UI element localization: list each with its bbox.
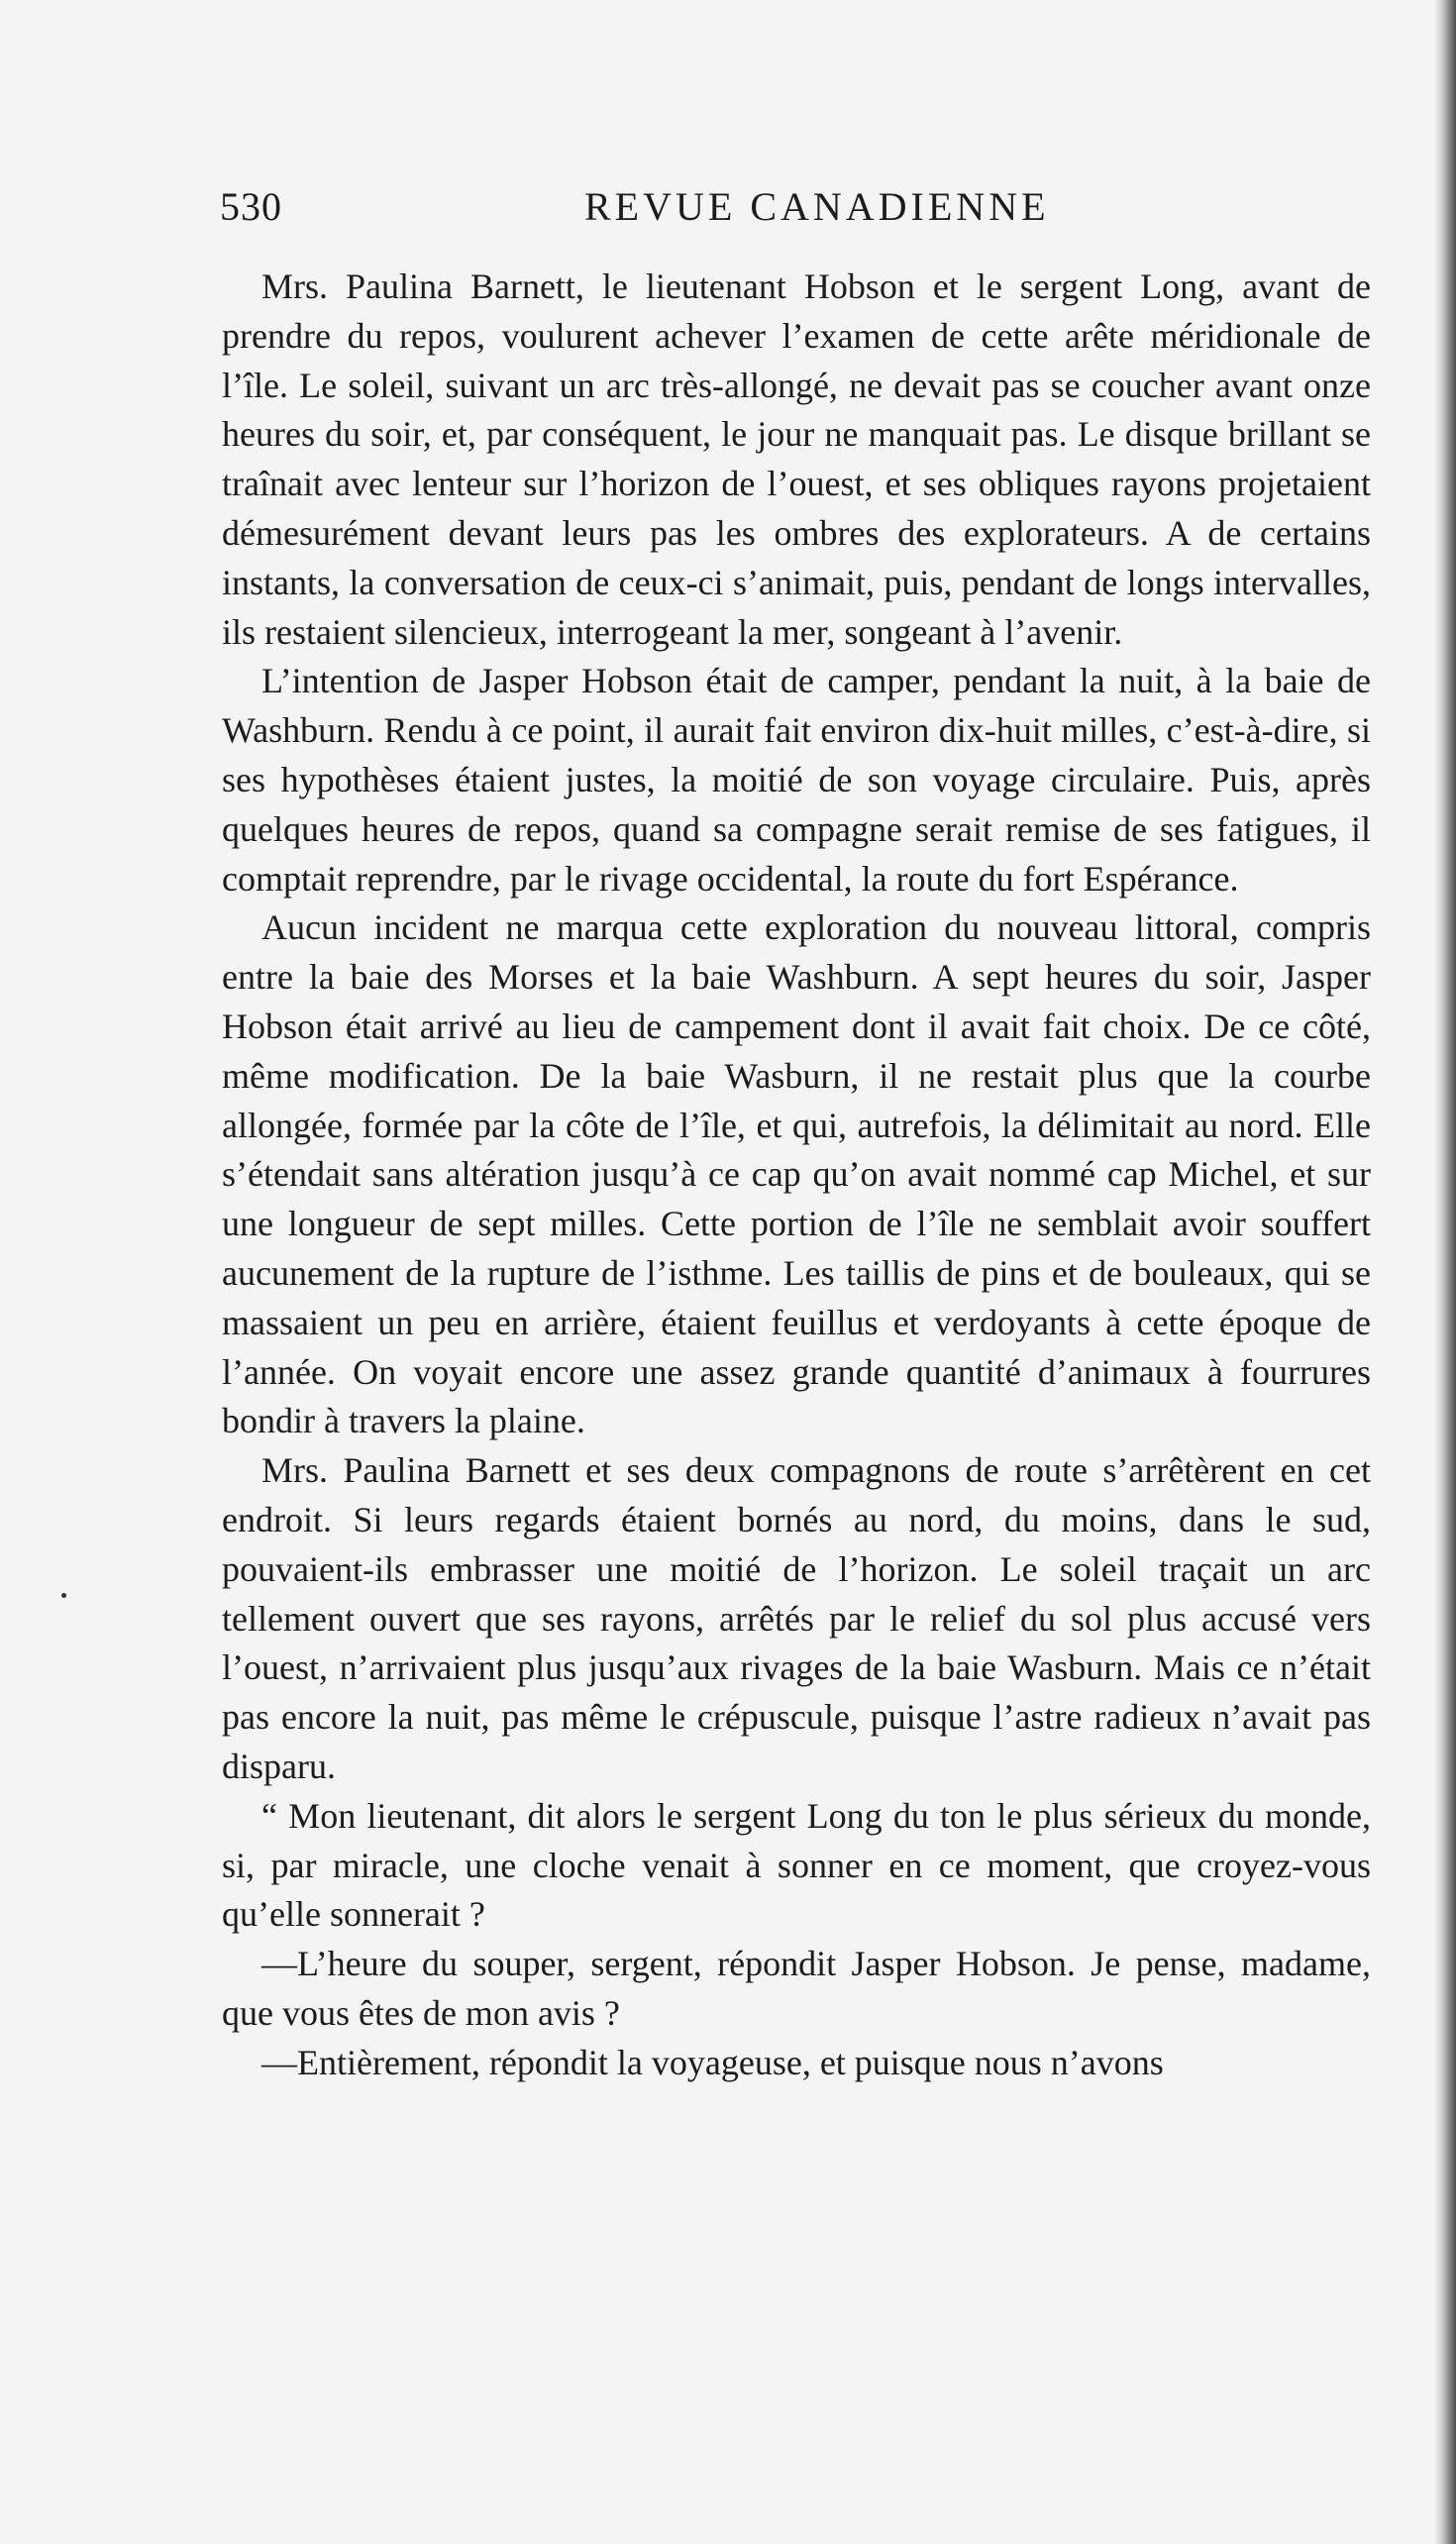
body-text [222, 263, 1371, 2087]
margin-speck [61, 1593, 66, 1598]
binding-edge-shadow [1434, 0, 1456, 2544]
paragraph: Mrs. Paulina Barnett, le lieutenant Hobson et le sergent Long, avant de prendre du repos, voulurent achever l’examen de cette arête méridionale de l’île. Le soleil, suivant un arc très-allongé, ne devait pas se coucher avant onze heures du soir, et, par conséquent, le jour ne manquait pas. Le disque brillant se traînait avec lenteur sur l’horizon de l’ouest, et ses obliques rayons projetaient démesurément devant leurs pas les ombres des explorateurs. A de certains instants, la conversation de ceux-ci s’animait, puis, pendant de longs intervalles, ils restaient silencieux, interrogeant la mer, songeant à l’avenir. [222, 266, 1371, 652]
page-number: 530 [220, 184, 282, 229]
paragraph: Aucun incident ne marqua cette exploration du nouveau littoral, compris entre la baie des Morses et la baie Washburn. A sept heures du soir, Jasper Hobson était arrivé au lieu de campement dont il avait fait choix. De ce côté, même modification. De la baie Wasburn, il ne restait plus que la courbe allongée, formée par la côte de l’île, et qui, autrefois, la délimitait au nord. Elle s’étendait sans altération jusqu’à ce cap qu’on avait nommé cap Michel, et sur une longueur de sept milles. Cette portion de l’île ne semblait avoir souffert aucunement de la rupture de l’isthme. Les taillis de pins et de bouleaux, qui se massaient un peu en arrière, étaient feuillus et verdoyants à cette époque de l’année. On voyait encore une assez grande quantité d’animaux à fourrures bondir à travers la plaine. [222, 907, 1371, 1441]
paragraph: —Entièrement, répondit la voyageuse, et puisque nous n’avons [261, 2042, 1164, 2082]
paragraph: Mrs. Paulina Barnett et ses deux compagnons de route s’arrêtèrent en cet endroit. Si leurs regards étaient bornés au nord, du moins, dans le sud, pouvaient-ils embrasser une moitié de l’horizon. Le soleil traçait un arc tellement ouvert que ses rayons, arrêtés par le relief du sol plus accusé vers l’ouest, n’arrivaient plus jusqu’aux rivages de la baie Wasburn. Mais ce n’était pas encore la nuit, pas même le crépuscule, puisque l’astre radieux n’avait pas disparu. [222, 1450, 1371, 1786]
paragraph: —L’heure du souper, sergent, répondit Jasper Hobson. Je pense, madame, que vous êtes de mon avis ? [222, 1944, 1371, 2033]
paragraph: “ Mon lieutenant, dit alors le sergent Long du ton le plus sérieux du monde, si, par miracle, une cloche venait à sonner en ce moment, que croyez-vous qu’elle sonnerait ? [222, 1795, 1371, 1935]
paragraph: L’intention de Jasper Hobson était de camper, pendant la nuit, à la baie de Washburn. Rendu à ce point, il aurait fait environ dix-huit milles, c’est-à-dire, si ses hypothèses étaient justes, la moitié de son voyage circulaire. Puis, après quelques heures de repos, quand sa compagne serait remise de ses fatigues, il comptait reprendre, par le rivage occidental, la route du fort Espérance. [222, 661, 1371, 899]
running-title: REVUE CANADIENNE [584, 184, 1050, 229]
page-header [220, 183, 1389, 243]
